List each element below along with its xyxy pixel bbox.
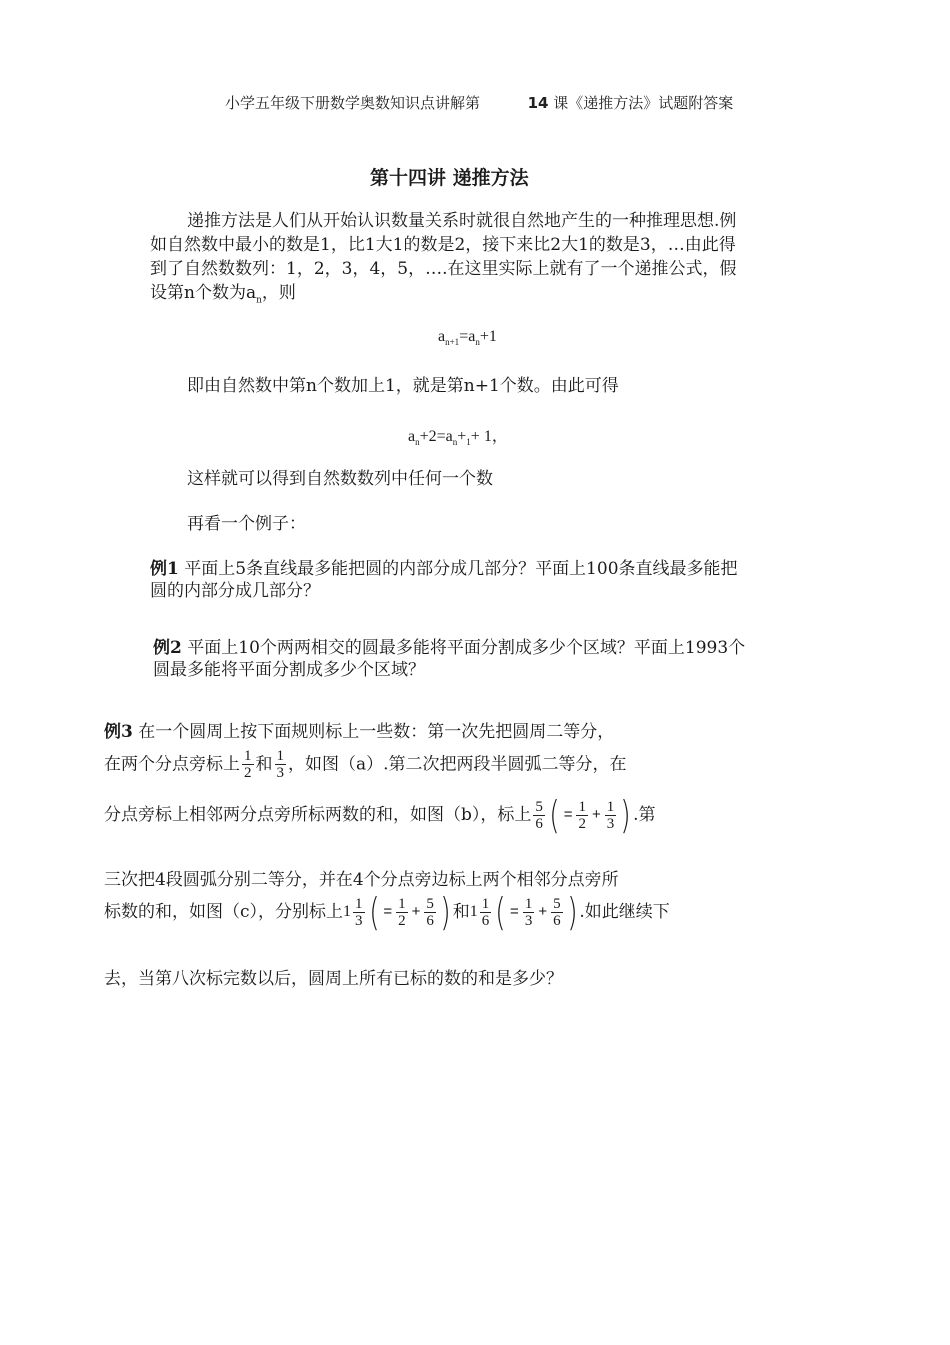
lecture-title: 第十四讲 递推方法 bbox=[370, 167, 529, 189]
fraction-numerator: 1 bbox=[355, 895, 363, 912]
fraction-one-third bbox=[605, 799, 617, 832]
intro-line-2: 如自然数中最小的数是1，比1大1的数是2，接下来比2大1的数是3，…由此得 bbox=[150, 235, 736, 255]
intro-line-1: 递推方法是人们从开始认识数量关系时就很自然地产生的一种推理思想.例 bbox=[187, 211, 737, 231]
intro-line-4-end: ，则 bbox=[261, 283, 296, 303]
example-2-line-1 bbox=[153, 637, 745, 659]
right-paren: ) bbox=[566, 890, 578, 934]
formula1-tail: +1 bbox=[479, 328, 497, 345]
recurrence-formula bbox=[438, 328, 497, 347]
plus-sign: + bbox=[538, 903, 548, 920]
fraction-numerator: 1 bbox=[578, 798, 586, 815]
header-lesson-number: 14 bbox=[527, 94, 549, 112]
equals-sign: = bbox=[510, 903, 519, 920]
example-3-line-6: 去，当第八次标完数以后，圆周上所有已标的数的和是多少？ bbox=[104, 969, 563, 989]
derived-formula bbox=[408, 423, 508, 447]
fraction-one-half bbox=[242, 748, 254, 781]
page-header bbox=[225, 92, 733, 113]
fraction-denominator: 3 bbox=[355, 912, 363, 929]
mixed-number-integer: 1 bbox=[469, 903, 478, 920]
header-left-text: 小学五年级下册数学奥数知识点讲解第 bbox=[225, 94, 481, 112]
fraction-one-half bbox=[396, 896, 408, 929]
example-1-text: 平面上5条直线最多能把圆的内部分成几部分？平面上100条直线最多能把 bbox=[178, 559, 738, 579]
example-2-text: 平面上10个两两相交的圆最多能将平面分割成多少个区域？平面上1993个 bbox=[181, 638, 746, 658]
fraction-numerator: 5 bbox=[535, 798, 543, 815]
fraction-one-third bbox=[275, 748, 287, 781]
fraction-denominator: 6 bbox=[481, 912, 490, 929]
fraction-one-third bbox=[523, 896, 535, 929]
para-4: 再看一个例子： bbox=[187, 514, 306, 534]
example-3-label: 例3 bbox=[104, 722, 133, 742]
example-2-line-2: 圆最多能将平面分割成多少个区域？ bbox=[153, 660, 425, 680]
example-3-line-3 bbox=[104, 793, 656, 837]
left-paren: ( bbox=[368, 890, 380, 934]
intro-line-4 bbox=[150, 281, 296, 312]
header-right-text: 课《递推方法》试题附答案 bbox=[548, 94, 734, 112]
fraction-numerator: 1 bbox=[606, 798, 615, 815]
equals-sign: = bbox=[383, 903, 393, 920]
formula2-mid2: + bbox=[457, 428, 467, 445]
fraction-denominator: 6 bbox=[553, 912, 561, 929]
plus-sign: + bbox=[411, 903, 421, 920]
formula1-sub1: n+1 bbox=[445, 337, 460, 348]
formula1-eq: =a bbox=[459, 328, 476, 345]
fraction-denominator: 3 bbox=[276, 765, 284, 781]
fraction-five-sixths bbox=[551, 896, 563, 929]
fraction-numerator: 1 bbox=[244, 748, 252, 764]
fraction-numerator: 1 bbox=[481, 895, 490, 912]
left-paren: ( bbox=[495, 890, 506, 934]
equals-sign: = bbox=[563, 806, 573, 823]
example-3-text: 在一个圆周上按下面规则标上一些数：第一次先把圆周二等分， bbox=[132, 722, 615, 742]
formula1-sub2: n bbox=[475, 337, 480, 348]
formula1-a: a bbox=[438, 328, 446, 345]
fraction-numerator: 1 bbox=[276, 748, 284, 764]
fraction-numerator: 5 bbox=[553, 895, 561, 912]
right-paren: ) bbox=[440, 890, 451, 934]
example-3-and-1: 和 bbox=[255, 754, 273, 775]
fraction-denominator: 2 bbox=[398, 912, 406, 929]
formula2-mid: +2=a bbox=[419, 428, 453, 445]
fraction-denominator: 2 bbox=[244, 765, 252, 781]
example-3-line-2-end: ，如图（a）.第二次把两段半圆弧二等分，在 bbox=[288, 754, 627, 775]
example-3-line-2 bbox=[104, 748, 627, 781]
formula2-a: a bbox=[408, 428, 416, 445]
example-3-line-3-start: 分点旁标上相邻两分点旁所标两数的和，如图（b），标上 bbox=[104, 805, 532, 825]
fraction-denominator: 6 bbox=[426, 912, 434, 929]
example-2-label: 例2 bbox=[153, 638, 182, 658]
fraction-denominator: 6 bbox=[535, 815, 543, 832]
formula2-sub2: n bbox=[452, 437, 458, 448]
fraction-one-sixth bbox=[480, 896, 492, 929]
example-3-line-4: 三次把4段圆弧分别二等分，并在4个分点旁边标上两个相邻分点旁所 bbox=[104, 870, 619, 890]
formula2-sub1: n bbox=[415, 437, 420, 448]
example-3-line-3-end: .第 bbox=[633, 805, 656, 825]
example-3-line-2-start: 在两个分点旁标上 bbox=[104, 754, 240, 775]
mixed-number-integer: 1 bbox=[343, 903, 352, 920]
right-paren: ) bbox=[620, 793, 631, 837]
para-3: 这样就可以得到自然数数列中任何一个数 bbox=[187, 469, 493, 489]
example-3-line-1 bbox=[104, 721, 614, 743]
para-2: 即由自然数中第n个数加上1，就是第n+1个数。由此可得 bbox=[187, 376, 619, 396]
fraction-numerator: 5 bbox=[426, 895, 434, 912]
fraction-numerator: 1 bbox=[524, 895, 533, 912]
fraction-five-sixths bbox=[424, 896, 436, 929]
fraction-denominator: 2 bbox=[578, 815, 586, 832]
fraction-denominator: 3 bbox=[524, 912, 533, 929]
example-3-and-2: 和 bbox=[452, 902, 470, 922]
example-3-line-5-end: .如此继续下 bbox=[579, 902, 670, 922]
fraction-numerator: 1 bbox=[398, 895, 406, 912]
example-1-label: 例1 bbox=[150, 559, 179, 579]
fraction-one-third bbox=[353, 896, 365, 929]
example-3-line-5-start: 标数的和，如图（c），分别标上 bbox=[104, 902, 344, 922]
left-paren: ( bbox=[549, 793, 560, 837]
example-3-line-5 bbox=[104, 890, 670, 934]
intro-line-4-text: 设第n个数为a bbox=[150, 283, 257, 303]
example-1-line-1 bbox=[150, 558, 738, 580]
fraction-five-sixths bbox=[533, 799, 545, 832]
intro-subscript: n bbox=[256, 295, 262, 306]
formula2-sub3: 1 bbox=[466, 437, 471, 448]
intro-line-3: 到了自然数数列：1，2，3，4，5，….在这里实际上就有了一个递推公式，假 bbox=[150, 259, 737, 279]
fraction-denominator: 3 bbox=[606, 815, 615, 832]
example-1-line-2: 圆的内部分成几部分？ bbox=[150, 581, 320, 601]
formula2-tail: + 1， bbox=[470, 428, 508, 445]
plus-sign: + bbox=[591, 806, 601, 823]
fraction-one-half bbox=[576, 799, 588, 832]
